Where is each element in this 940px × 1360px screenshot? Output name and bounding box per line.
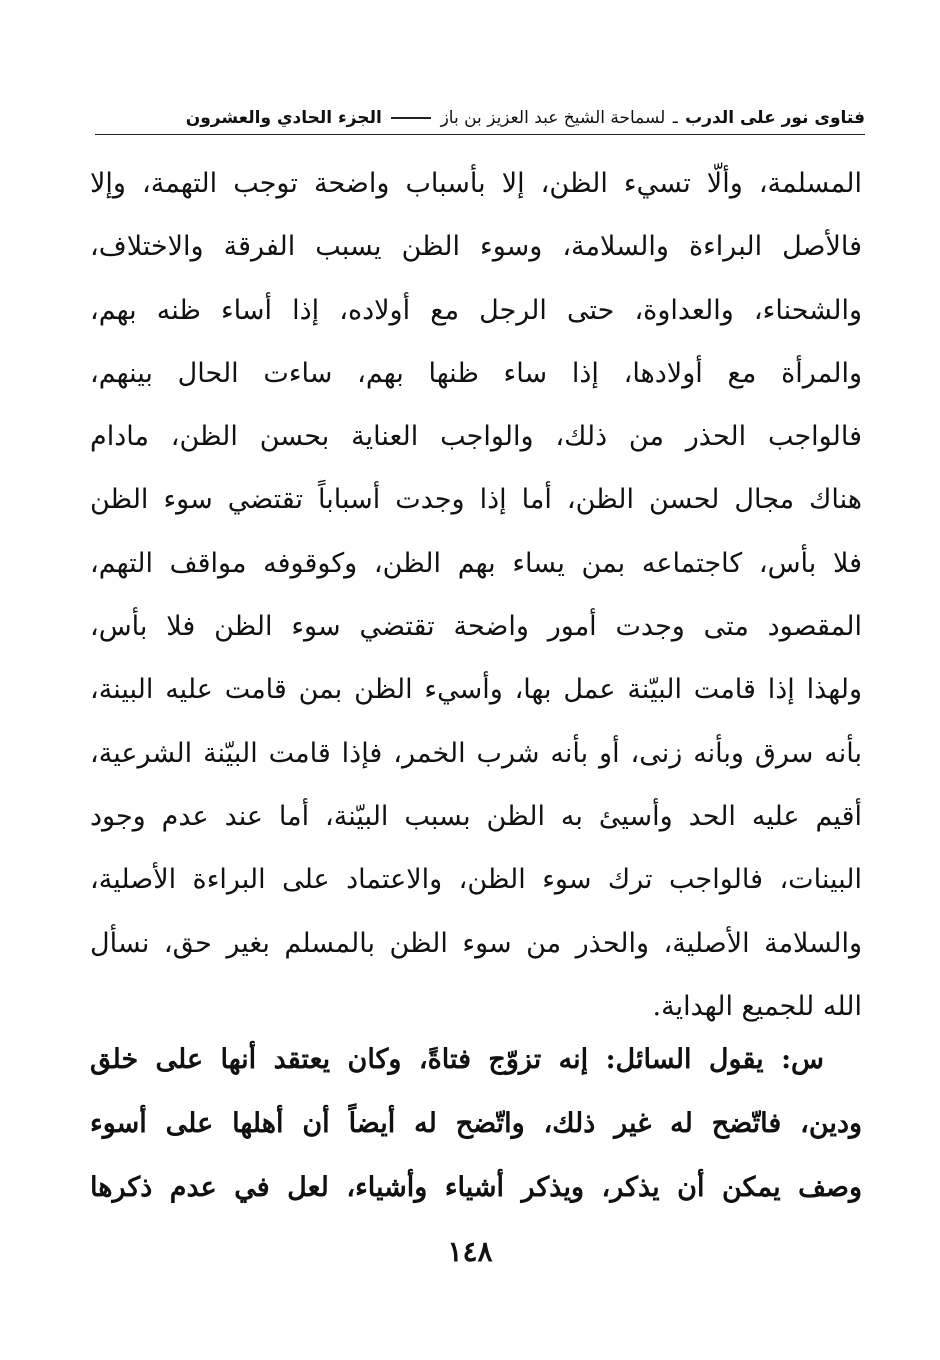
question-line: ودين، فاتّضح له غير ذلك، واتّضح له أيضاً أن أهلها على أسوء: [90, 1108, 862, 1139]
text-line: فالأصل البراءة والسلامة، وسوء الظن يسبب الفرقة والاختلاف،: [90, 231, 862, 263]
answer-paragraph: [90, 152, 862, 1038]
question-line: وصف يمكن أن يذكر، ويذكر أشياء وأشياء، لعل في عدم ذكرها: [90, 1172, 862, 1203]
text-line: الله للجميع الهداية.: [652, 990, 862, 1022]
text-line: المسلمة، وألّا تسيء الظن، إلا بأسباب واضحة توجب التهمة، وإلا: [90, 168, 862, 199]
text-line: فالواجب الحذر من ذلك، والواجب العناية بحسن الظن، مادام: [90, 421, 862, 453]
question-line: س: يقول السائل: إنه تزوّج فتاةً، وكان يعتقد أنها على خلق: [90, 1044, 824, 1075]
header-author: لسماحة الشيخ عبد العزيز بن باز: [440, 108, 666, 128]
text-line: والشحناء، والعداوة، حتى الرجل مع أولاده، إذا أساء ظنه بهم،: [90, 294, 862, 326]
text-line: والمرأة مع أولادها، إذا ساء ظنها بهم، ساءت الحال بينهم،: [90, 357, 862, 389]
text-line: هناك مجال لحسن الظن، أما إذا وجدت أسباباً تقتضي سوء الظن: [90, 484, 862, 516]
header-dash-rule: [391, 117, 431, 119]
text-line: فلا بأس، كاجتماعه بمن يساء بهم الظن، وكوقوفه مواقف التهم،: [90, 547, 862, 579]
text-line: والسلامة الأصلية، والحذر من سوء الظن بالمسلم بغير حق، نسأل: [90, 927, 862, 959]
header-book-title: فتاوى نور على الدرب: [685, 108, 865, 128]
text-line: المقصود متى وجدت أمور واضحة تقتضي سوء الظن فلا بأس،: [90, 611, 862, 643]
header-separator: ـ: [672, 108, 678, 128]
page-number: ١٤٨: [447, 1235, 493, 1268]
text-line: بأنه سرق وبأنه زنى، أو بأنه شرب الخمر، فإذا قامت البيّنة الشرعية،: [90, 737, 862, 769]
text-line: أقيم عليه الحد وأسيئ به الظن بسبب البيّنة، أما عند عدم وجود: [90, 800, 862, 832]
text-line: البينات، فالواجب ترك سوء الظن، والاعتماد على البراءة الأصلية،: [90, 864, 862, 896]
header-part: الجزء الحادي والعشرون: [185, 108, 382, 128]
text-line: ولهذا إذا قامت البيّنة عمل بها، وأسيء الظن بمن قامت عليه البينة،: [90, 674, 862, 706]
running-header: [95, 102, 865, 135]
question-paragraph: [90, 1028, 862, 1220]
